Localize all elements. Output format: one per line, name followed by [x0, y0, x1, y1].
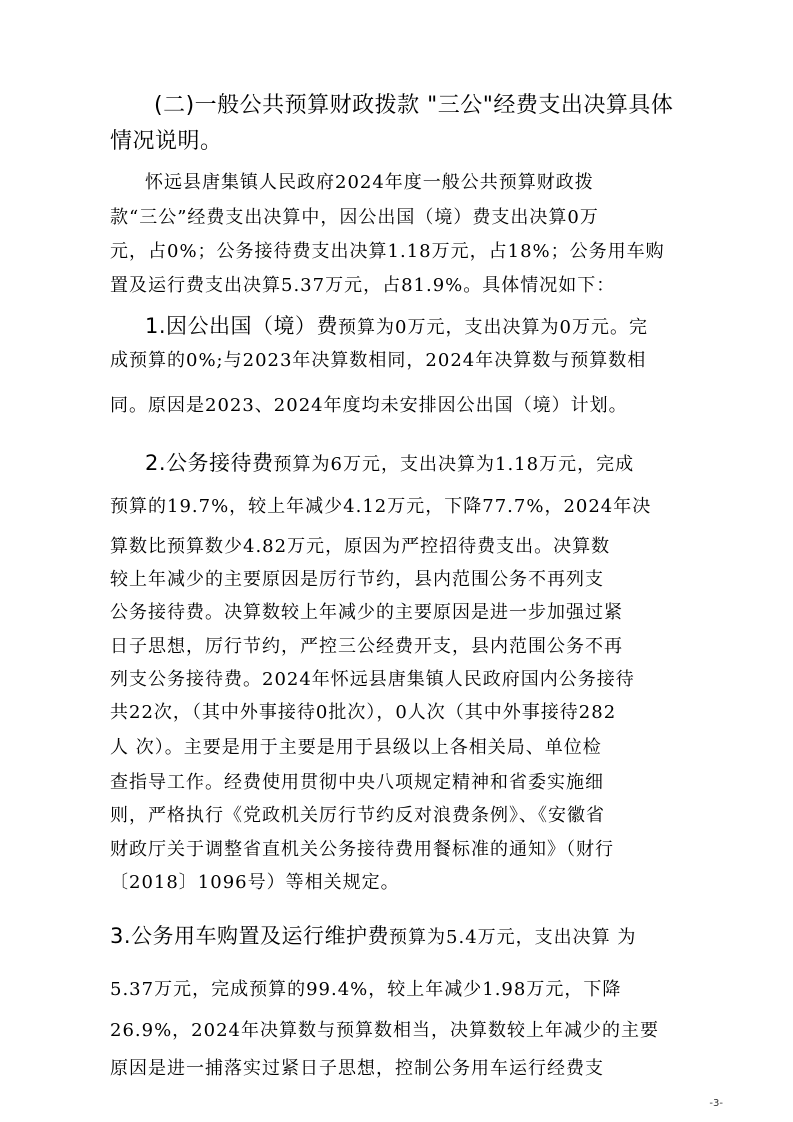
section-2-text: 则，严格执行《党政机关厉行节约反对浪费条例》、《安徽省: [110, 805, 605, 826]
section-2-text: 〔2018〕1096号）等相关规定。: [110, 872, 400, 893]
section-1-text: 成预算的0%;与2023年决算数相同，2024年决算数与预算数相: [110, 350, 647, 371]
section-1-text: 预算为0万元，支出决算为0万元。完: [338, 317, 648, 338]
page-number: -3-: [709, 1098, 723, 1109]
section-2-line: [110, 733, 690, 759]
section-2-text: 公务接待费。决算数较上年减少的主要原因是进一步加强过紧: [110, 602, 623, 623]
section-1-line: [145, 310, 690, 340]
section-3-text: 预算为5.4万元，支出决算 为: [389, 927, 637, 948]
section-2-text: 共22次，（其中外事接待0批次），0人次（其中外事接待282: [110, 702, 617, 723]
section-2-line: [110, 632, 690, 658]
intro-text: 元，占0%；公务接待费支出决算1.18万元，占18%；公务用车购: [110, 241, 665, 262]
section-2-text: 列支公务接待费。2024年怀远县唐集镇人民政府国内公务接待: [110, 669, 635, 690]
section-1-title: 1.因公出国（境）费: [145, 314, 339, 338]
section-2-text: 日子思想，厉行节约，严控三公经费开支，县内范围公务不再: [110, 636, 623, 657]
section-2-title: 2.公务接待费: [145, 451, 274, 475]
section-2-text: 人 次）。主要是用于主要是用于县级以上各相关局、单位检: [110, 737, 602, 758]
section-3-line: [110, 975, 690, 1001]
section-2-line: [110, 565, 690, 591]
heading-line-2: 情况说明。: [110, 129, 223, 154]
section-heading: [110, 88, 710, 160]
intro-line: [110, 237, 690, 263]
section-2-line: [145, 447, 690, 477]
section-2-text: 算数比预算数少4.82万元，原因为严控招待费支出。决算数: [110, 536, 611, 557]
section-3-line: [110, 1016, 690, 1042]
section-2-line: [110, 835, 690, 861]
intro-text: 置及运行费支出决算5.37万元，占81.9%。具体情况如下：: [110, 275, 616, 296]
section-2-line: [110, 698, 690, 724]
section-2-text: 预算的19.7%，较上年减少4.12万元，下降77.7%，2024年决: [110, 496, 652, 517]
section-2-text: 财政厅关于调整省直机关公务接待费用餐标准的通知》（财行: [110, 839, 614, 860]
section-3-line: [110, 1054, 690, 1080]
section-2-line: [110, 868, 690, 894]
intro-text: 款“三公”经费支出决算中，因公出国（境）费支出决算0万: [110, 207, 599, 228]
section-2-line: [110, 665, 690, 691]
section-2-line: [110, 492, 690, 518]
section-2-text: 预算为6万元，支出决算为1.18万元，完成: [273, 454, 635, 475]
section-2-text: 查指导工作。经费使用贯彻中央八项规定精神和省委实施细: [110, 772, 604, 793]
intro-line: [110, 271, 690, 297]
section-2-text: 较上年减少的主要原因是厉行节约，县内范围公务不再列支: [110, 569, 604, 590]
section-3-text: 原因是进一捕落实过紧日子思想，控制公务用车运行经费支: [110, 1058, 604, 1079]
section-2-line: [110, 768, 690, 794]
intro-text: 怀远县唐集镇人民政府2024年度一般公共预算财政拨: [145, 172, 594, 193]
section-3-line: [110, 920, 690, 950]
intro-line: [145, 168, 690, 194]
section-3-text: 5.37万元，完成预算的99.4%，较上年减少1.98万元，下降: [110, 979, 622, 1000]
heading-line-1: (二)一般公共预算财政拨款 "三公"经费支出决算具体: [154, 93, 674, 118]
section-2-line: [110, 598, 690, 624]
intro-line: [110, 203, 690, 229]
section-1-line: [110, 346, 690, 372]
section-1-line: [110, 391, 690, 417]
section-2-line: [110, 801, 690, 827]
section-1-text: 同。原因是2023、2024年度均未安排因公出国（境）计划。: [110, 395, 628, 416]
section-2-line: [110, 532, 690, 558]
section-3-title: 3.公务用车购置及运行维护费: [110, 924, 390, 948]
section-3-text: 26.9%，2024年决算数与预算数相当，决算数较上年减少的主要: [110, 1020, 659, 1041]
